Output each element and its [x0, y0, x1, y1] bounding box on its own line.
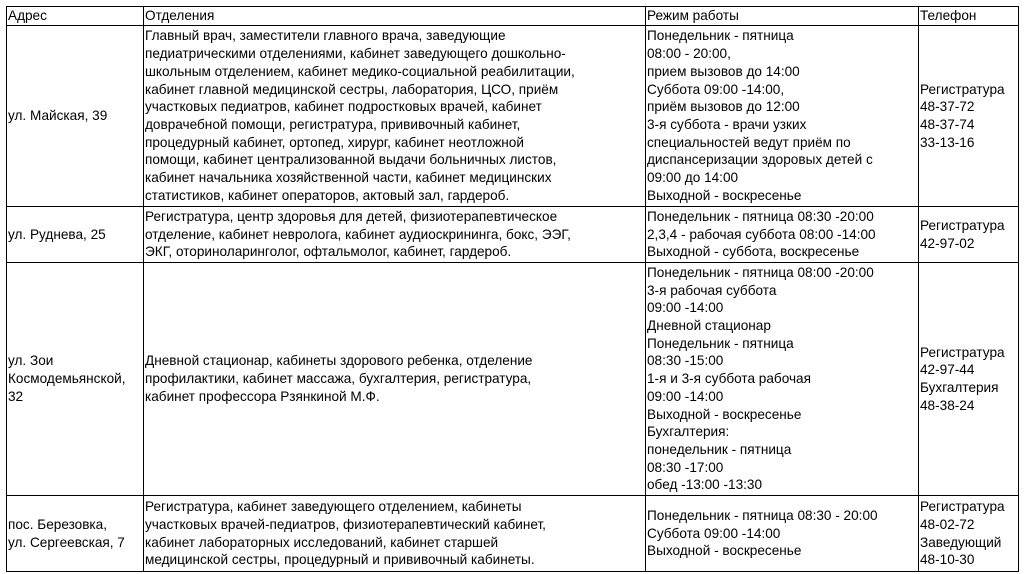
departments-cell: Главный врач, заместители главного врача, заведующие педиатрическими отделениями, кабинет заведующего дошкольно- школьным отделением, кабинет медико-социальной реабилитации, кабинет главной медицинской сестры, лаборатория, ЦСО, приём участковых педиатров, кабинет подростковых врачей, кабинет доврачебной помощи, регистратура, прививочный кабинет, процедурный кабинет, ортопед, хирург, кабинет неотложной помощи, кабинет централизованной выдачи больничных листов, кабинет начальника хозяйственной части, кабинет медицинских статистиков, кабинет операторов, актовый зал, гардероб.	[144, 26, 646, 207]
header-phone: Телефон	[919, 7, 1019, 26]
schedule-cell: Понедельник - пятница 08:30 - 20:00 Суббота 09:00 -14:00 Выходной - воскресенье	[646, 496, 919, 572]
table-row	[7, 496, 1019, 572]
phone-cell: Регистратура 42-97-44 Бухгалтерия 48-38-24	[919, 263, 1019, 496]
table-row	[7, 207, 1019, 263]
address-cell: пос. Березовка, ул. Сергеевская, 7	[7, 496, 144, 572]
address-cell: ул. Зои Космодемьянской, 32	[7, 263, 144, 496]
phone-cell: Регистратура 48-37-72 48-37-74 33-13-16	[919, 26, 1019, 207]
departments-cell: Дневной стационар, кабинеты здорового ребенка, отделение профилактики, кабинет массажа, бухгалтерия, регистратура, кабинет профессора Рзянкиной М.Ф.	[144, 263, 646, 496]
departments-cell: Регистратура, кабинет заведующего отделением, кабинеты участковых врачей-педиатров, физиотерапевтический кабинет, кабинет лабораторных исследований, кабинет старшей медицинской сестры, процедурный и прививочный кабинеты.	[144, 496, 646, 572]
schedule-cell: Понедельник - пятница 08:00 -20:00 3-я рабочая суббота 09:00 -14:00 Дневной стационар Понедельник - пятница 08:30 -15:00 1-я и 3-я суббота рабочая 09:00 -14:00 Выходной - воскресенье Бухгалтерия: понедельник - пятница 08:30 -17:00 обед -13:00 -13:30	[646, 263, 919, 496]
address-cell: ул. Майская, 39	[7, 26, 144, 207]
header-schedule: Режим работы	[646, 7, 919, 26]
phone-cell: Регистратура 42-97-02	[919, 207, 1019, 263]
table-row	[7, 26, 1019, 207]
departments-cell: Регистратура, центр здоровья для детей, физиотерапевтическое отделение, кабинет невролога, кабинет аудиоскрининга, бокс, ЭЭГ, ЭКГ, оториноларинголог, офтальмолог, кабинет, гардероб.	[144, 207, 646, 263]
clinic-schedule-table	[6, 6, 1019, 572]
schedule-cell: Понедельник - пятница 08:30 -20:00 2,3,4 - рабочая суббота 08:00 -14:00 Выходной - суббота, воскресенье	[646, 207, 919, 263]
header-row	[7, 7, 1019, 26]
header-address: Адрес	[7, 7, 144, 26]
table-row	[7, 263, 1019, 496]
header-departments: Отделения	[144, 7, 646, 26]
address-cell: ул. Руднева, 25	[7, 207, 144, 263]
schedule-cell: Понедельник - пятница 08:00 - 20:00, прием вызовов до 14:00 Суббота 09:00 -14:00, приём вызовов до 12:00 3-я суббота - врачи узких специальностей ведут приём по диспансеризации здоровых детей с 09:00 до 14:00 Выходной - воскресенье	[646, 26, 919, 207]
phone-cell: Регистратура 48-02-72 Заведующий 48-10-30	[919, 496, 1019, 572]
